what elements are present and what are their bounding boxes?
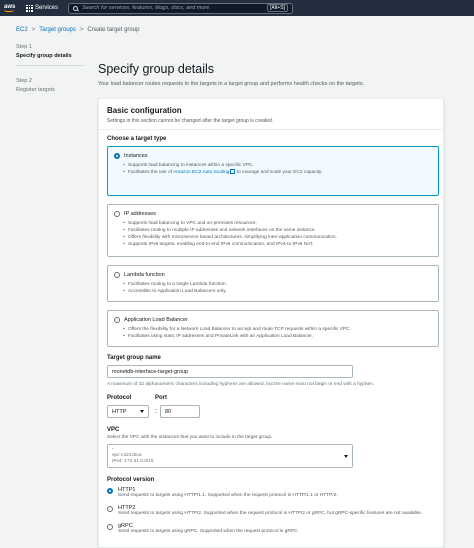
step-2-title: Register targets: [16, 87, 55, 93]
chevron-right-icon: >: [31, 27, 36, 33]
http2-name: HTTP2: [118, 505, 136, 511]
breadcrumb-ec2[interactable]: EC2: [16, 27, 28, 33]
target-type-alb-tile[interactable]: [107, 310, 439, 347]
step-1-title[interactable]: Specify group details: [16, 53, 72, 59]
services-grid-icon: [26, 5, 33, 12]
aws-logo[interactable]: [4, 4, 20, 12]
vpc-hint: Select the VPC with the instances that you want to include in the target group.: [107, 435, 273, 440]
page-title: Specify group details: [98, 62, 215, 76]
protocol-version-grpc[interactable]: [107, 523, 435, 535]
services-menu-button[interactable]: [26, 5, 58, 12]
http1-radio[interactable]: [107, 488, 113, 494]
target-type-ip-tile[interactable]: [107, 204, 439, 257]
lambda-title: Lambda function: [124, 272, 165, 278]
alb-bullet-2: • Facilitates using static IP addresses and PrivateLink with an Application Load Balancer.: [128, 333, 432, 340]
target-group-name-value: monetdb-interface-target-group: [112, 368, 189, 375]
http1-name: HTTP1: [118, 487, 136, 493]
wizard-steps: [0, 44, 98, 548]
target-group-name-input[interactable]: [107, 365, 353, 378]
vpc-id: vpc-c321c5ca: [112, 453, 142, 458]
http2-radio[interactable]: [107, 506, 113, 512]
vpc-select[interactable]: [107, 444, 353, 468]
protocol-version-http1[interactable]: [107, 487, 435, 499]
protocol-value: HTTP: [112, 408, 127, 415]
instances-title: Instances: [124, 153, 148, 159]
protocol-label: Protocol: [107, 395, 132, 401]
alb-bullet-1: • Offers the flexibility for a Network Load Balancer to accept and route TCP requests within a specific VPC.: [128, 326, 432, 333]
vpc-cidr: IPv4: 172.31.0.0/16: [112, 459, 154, 464]
panel-title: Basic configuration: [107, 106, 182, 115]
chevron-right-icon: >: [79, 27, 84, 33]
target-type-label: Choose a target type: [107, 136, 167, 142]
top-navigation-bar: [0, 0, 474, 16]
ip-bullet-3: • Offers flexibility with microservice based architectures, simplifying inter-application communication.: [128, 234, 432, 241]
target-group-name-hint: A maximum of 32 alphanumeric characters including hyphens are allowed, but the name must not begin or end with a hyphen.: [107, 382, 375, 387]
chevron-down-icon: [140, 410, 144, 413]
alb-radio[interactable]: [114, 317, 120, 323]
http1-desc: Send requests to targets using HTTP/1.1. Supported when the request protocol is HTTP/1.1 or HTTP/2.: [118, 493, 338, 498]
step-2-label: Step 2: [16, 78, 32, 84]
aws-logo-text: aws: [4, 4, 16, 10]
lambda-bullet-1: • Facilitates routing to a single Lambda function.: [128, 281, 432, 288]
search-shortcut: [Alt+S]: [267, 4, 288, 12]
vpc-label: VPC: [107, 427, 120, 433]
instances-bullet-2-post: to manage and scale your EC2 capacity.: [235, 170, 323, 175]
search-icon: [73, 6, 78, 11]
lambda-radio[interactable]: [114, 272, 120, 278]
instances-bullet-1: • Supports load balancing to instances within a specific VPC.: [128, 162, 432, 169]
port-input[interactable]: [160, 405, 200, 418]
chevron-down-icon: [344, 455, 348, 458]
protocol-version-label: Protocol version: [107, 477, 155, 483]
port-label: Port: [155, 395, 167, 401]
instances-radio[interactable]: [114, 153, 120, 159]
target-type-instances-tile[interactable]: [107, 146, 439, 196]
services-label: Services: [35, 5, 59, 11]
grpc-desc: Send requests to targets using gRPC. Supported when the request protocol is gRPC.: [118, 529, 299, 534]
breadcrumb: [0, 16, 474, 44]
panel-subtitle: Settings in this section cannot be changed after the target group is created.: [107, 118, 274, 124]
instances-bullet-2-pre: Facilitates the use of: [128, 170, 174, 175]
port-value: 80: [164, 408, 172, 415]
ec2-auto-scaling-link[interactable]: Amazon EC2 Auto Scaling: [173, 170, 230, 175]
step-1-label: Step 1: [16, 44, 32, 50]
instances-bullet-2: [128, 169, 432, 176]
port-colon: :: [155, 408, 157, 415]
ip-bullet-2: • Facilitates routing to multiple IP addresses and network interfaces on the same instance.: [128, 227, 432, 234]
protocol-version-http2[interactable]: [107, 505, 435, 517]
search-placeholder: Search for services, features, blogs, docs, and more: [82, 5, 210, 11]
breadcrumb-current: Create target group: [87, 27, 140, 33]
grpc-name: gRPC: [118, 523, 133, 529]
breadcrumb-target-groups[interactable]: Target groups: [39, 27, 76, 33]
step-divider: [16, 65, 84, 66]
lambda-bullet-2: • Accessible to Application Load Balancers only.: [128, 288, 432, 295]
page-description: Your load balancer routes requests to the targets in a target group and performs health checks on the targets.: [98, 81, 365, 87]
ip-bullet-4: • Supports IPv6 targets, enabling end-to-end IPv6 communication, and IPv4-to-IPv6 NAT.: [128, 241, 432, 248]
search-input[interactable]: [68, 3, 293, 14]
basic-configuration-panel: [98, 98, 444, 548]
ip-bullet-1: • Supports load balancing to VPC and on-premises resources.: [128, 220, 432, 227]
target-group-name-label: Target group name: [107, 355, 161, 361]
target-type-lambda-tile[interactable]: [107, 265, 439, 302]
ip-title: IP addresses: [124, 211, 157, 217]
http2-desc: Send requests to targets using HTTP/2. Supported when the request protocol is HTTP/2 or gRPC, but gRPC-specific features are not available.: [118, 511, 423, 516]
vpc-name: -: [112, 447, 114, 452]
alb-title: Application Load Balancer: [124, 317, 188, 323]
protocol-select[interactable]: [107, 405, 149, 418]
ip-radio[interactable]: [114, 211, 120, 217]
grpc-radio[interactable]: [107, 524, 113, 530]
